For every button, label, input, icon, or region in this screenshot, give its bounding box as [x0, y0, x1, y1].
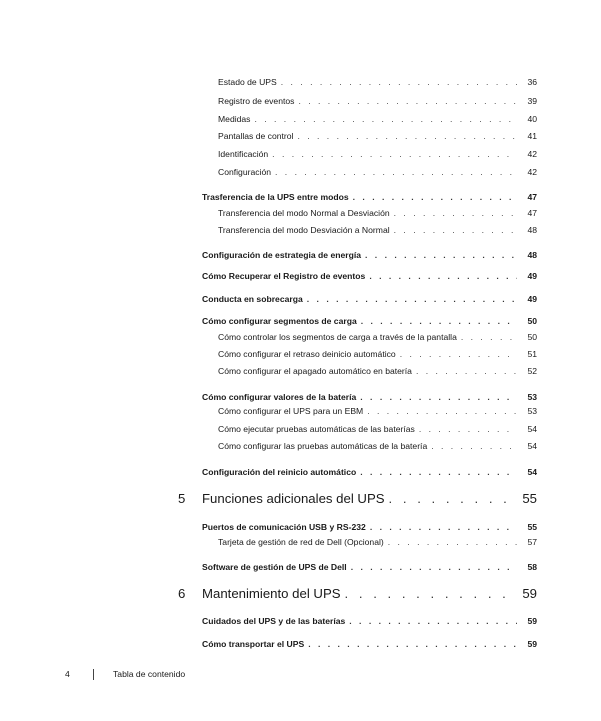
toc-entry[interactable]: [218, 77, 537, 87]
leader-dots: [394, 208, 517, 218]
toc-entry[interactable]: [218, 131, 537, 141]
toc-entry-page: 59: [527, 616, 537, 626]
toc-entry-page: 36: [527, 77, 537, 87]
toc-entry-page: 55: [527, 522, 537, 532]
toc-entry-page: 57: [527, 537, 537, 547]
toc-entry-title: Transferencia del modo Normal a Desviación: [218, 208, 390, 218]
chapter-number: 6: [178, 586, 186, 601]
leader-dots: [389, 491, 517, 506]
toc-entry-page: 54: [527, 424, 537, 434]
toc-entry[interactable]: [218, 208, 537, 218]
toc-entry-title: Cómo configurar el retraso deinicio automático: [218, 349, 396, 359]
toc-entry[interactable]: [218, 441, 537, 451]
toc-entry-title: Funciones adicionales del UPS: [202, 491, 385, 506]
toc-entry-page: 47: [527, 192, 537, 202]
toc-entry-page: 41: [527, 131, 537, 141]
toc-entry-page: 50: [527, 316, 537, 326]
leader-dots: [360, 392, 517, 402]
toc-entry-title: Medidas: [218, 114, 251, 124]
leader-dots: [298, 96, 517, 106]
toc-entry-page: 48: [527, 250, 537, 260]
toc-entry-page: 51: [527, 349, 537, 359]
toc-entry-page: 50: [527, 332, 537, 342]
toc-entry-page: 54: [527, 441, 537, 451]
footer-divider: [93, 669, 94, 680]
toc-entry[interactable]: [218, 349, 537, 359]
chapter-number: 5: [178, 491, 186, 506]
toc-entry-title: Cómo configurar valores de la batería: [202, 392, 357, 402]
toc-chapter-entry[interactable]: [202, 586, 537, 601]
toc-entry[interactable]: [202, 616, 537, 626]
toc-entry[interactable]: [202, 192, 537, 202]
toc-entry-title: Puertos de comunicación USB y RS-232: [202, 522, 366, 532]
toc-entry-title: Transferencia del modo Desviación a Normal: [218, 225, 390, 235]
leader-dots: [360, 467, 517, 477]
toc-entry-page: 49: [527, 294, 537, 304]
toc-entry-title: Tarjeta de gestión de red de Dell (Opcional): [218, 537, 384, 547]
toc-entry[interactable]: [202, 271, 537, 281]
toc-entry[interactable]: [218, 406, 537, 416]
toc-entry-page: 53: [527, 406, 537, 416]
toc-entry-page: 40: [527, 114, 537, 124]
toc-entry[interactable]: [202, 316, 537, 326]
toc-entry-title: Pantallas de control: [218, 131, 294, 141]
leader-dots: [431, 441, 517, 451]
leader-dots: [281, 77, 517, 87]
toc-entry-title: Configuración: [218, 167, 272, 177]
toc-entry[interactable]: [218, 366, 537, 376]
toc-entry-title: Software de gestión de UPS de Dell: [202, 562, 347, 572]
leader-dots: [367, 406, 517, 416]
leader-dots: [365, 250, 517, 260]
toc-entry-title: Cómo transportar el UPS: [202, 639, 305, 649]
toc-entry-title: Registro de eventos: [218, 96, 295, 106]
toc-entry[interactable]: [218, 167, 537, 177]
toc-chapter-entry[interactable]: [202, 491, 537, 506]
toc-entry-page: 59: [522, 586, 537, 601]
footer-title: Tabla de contenido: [113, 669, 186, 679]
leader-dots: [353, 192, 517, 202]
toc-entry-page: 39: [527, 96, 537, 106]
toc-entry-title: Configuración de estrategia de energía: [202, 250, 362, 260]
toc-entry[interactable]: [202, 522, 537, 532]
toc-entry-title: Configuración del reinicio automático: [202, 467, 357, 477]
toc-entry-page: 59: [527, 639, 537, 649]
leader-dots: [369, 271, 517, 281]
toc-entry-page: 42: [527, 167, 537, 177]
toc-entry-page: 47: [527, 208, 537, 218]
toc-entry-title: Cómo configurar el UPS para un EBM: [218, 406, 364, 416]
leader-dots: [416, 366, 517, 376]
toc-entry[interactable]: [202, 250, 537, 260]
toc-entry-page: 48: [527, 225, 537, 235]
toc-entry-title: Conducta en sobrecarga: [202, 294, 303, 304]
leader-dots: [461, 332, 517, 342]
leader-dots: [388, 537, 517, 547]
toc-entry-page: 42: [527, 149, 537, 159]
leader-dots: [400, 349, 517, 359]
leader-dots: [419, 424, 517, 434]
footer-page-number: 4: [65, 669, 70, 679]
toc-entry[interactable]: [202, 562, 537, 572]
toc-entry-title: Identificación: [218, 149, 269, 159]
toc-entry-title: Cómo configurar segmentos de carga: [202, 316, 357, 326]
leader-dots: [307, 294, 517, 304]
toc-entry-title: Trasferencia de la UPS entre modos: [202, 192, 349, 202]
leader-dots: [297, 131, 517, 141]
toc-entry-title: Cómo ejecutar pruebas automáticas de las baterías: [218, 424, 415, 434]
toc-entry-title: Cómo controlar los segmentos de carga a través de la pantalla: [218, 332, 457, 342]
toc-entry-page: 54: [527, 467, 537, 477]
toc-entry-title: Cómo configurar las pruebas automáticas de la batería: [218, 441, 428, 451]
toc-entry-page: 53: [527, 392, 537, 402]
toc-entry[interactable]: [202, 294, 537, 304]
leader-dots: [394, 225, 517, 235]
toc-entry[interactable]: [218, 114, 537, 124]
toc-entry-title: Mantenimiento del UPS: [202, 586, 341, 601]
leader-dots: [308, 639, 517, 649]
toc-entry[interactable]: [218, 332, 537, 342]
toc-entry-page: 52: [527, 366, 537, 376]
leader-dots: [345, 586, 517, 601]
toc-entry-title: Cuidados del UPS y de las baterías: [202, 616, 346, 626]
leader-dots: [254, 114, 517, 124]
toc-entry[interactable]: [218, 424, 537, 434]
toc-entry[interactable]: [202, 392, 537, 402]
leader-dots: [275, 167, 517, 177]
toc-entry[interactable]: [218, 225, 537, 235]
leader-dots: [272, 149, 517, 159]
toc-entry-page: 58: [527, 562, 537, 572]
toc-entry-title: Cómo configurar el apagado automático en batería: [218, 366, 412, 376]
leader-dots: [351, 562, 517, 572]
toc-entry[interactable]: [218, 537, 537, 547]
toc-entry[interactable]: [202, 639, 537, 649]
toc-entry[interactable]: [218, 149, 537, 159]
toc-entry[interactable]: [202, 467, 537, 477]
leader-dots: [349, 616, 517, 626]
toc-entry-page: 55: [522, 491, 537, 506]
toc-entry-title: Estado de UPS: [218, 77, 277, 87]
toc-entry[interactable]: [218, 96, 537, 106]
leader-dots: [361, 316, 517, 326]
toc-entry-title: Cómo Recuperar el Registro de eventos: [202, 271, 366, 281]
toc-entry-page: 49: [527, 271, 537, 281]
leader-dots: [370, 522, 517, 532]
